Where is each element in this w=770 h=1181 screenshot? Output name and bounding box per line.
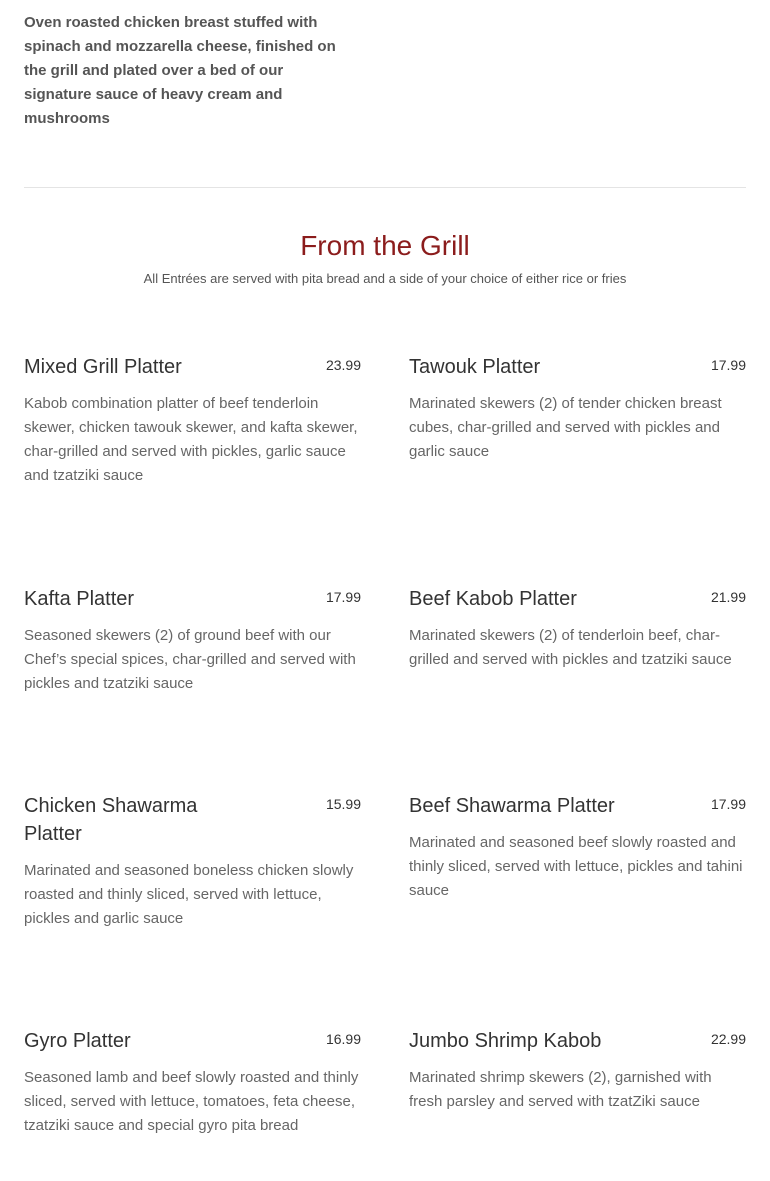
menu-item-name: Mixed Grill Platter — [24, 356, 182, 378]
menu-item — [24, 585, 361, 696]
menu-item-header — [409, 585, 746, 613]
menu-item-price: 16.99 — [325, 1031, 361, 1047]
menu-item — [409, 353, 746, 464]
menu-item-header — [24, 792, 361, 848]
menu-item-name: Jumbo Shrimp Kabob — [409, 1030, 602, 1052]
menu-item-price: 23.99 — [325, 357, 361, 373]
menu-item-description: Marinated skewers (2) of tender chicken breast cubes, char-grilled and served with pickles and garlic sauce — [409, 395, 722, 460]
menu-item-name: Kafta Platter — [24, 588, 135, 610]
menu-item-price: 17.99 — [710, 796, 746, 812]
previous-item-description: Oven roasted chicken breast stuffed with spinach and mozzarella cheese, finished on the grill and plated over a bed of our signature sauce of heavy cream and mushrooms — [24, 14, 336, 127]
menu-item — [409, 792, 746, 903]
menu-item-price: 17.99 — [325, 589, 361, 605]
menu-item-description: Seasoned skewers (2) of ground beef with our Chef’s special spices, char-grilled and served with pickles and tzatziki sauce — [24, 627, 356, 692]
menu-item — [24, 792, 361, 931]
menu-item-description: Seasoned lamb and beef slowly roasted and thinly sliced, served with lettuce, tomatoes, feta cheese, tzatziki sauce and special gyro pita bread — [24, 1069, 359, 1134]
menu-item-price: 17.99 — [710, 357, 746, 373]
menu-item-description: Marinated shrimp skewers (2), garnished with fresh parsley and served with tzatZiki sauce — [409, 1069, 712, 1110]
menu-item-price: 21.99 — [710, 589, 746, 605]
menu-item — [409, 1027, 746, 1114]
menu-item-header — [409, 1027, 746, 1055]
menu-item-header — [409, 353, 746, 381]
menu-item-header — [24, 585, 361, 613]
menu-item-header — [409, 792, 746, 820]
menu-item-name: Beef Shawarma Platter — [409, 795, 615, 817]
section-subtitle: All Entrées are served with pita bread and a side of your choice of either rice or fries — [143, 271, 627, 286]
menu-item-name: Tawouk Platter — [409, 356, 541, 378]
menu-item-header — [24, 1027, 361, 1055]
menu-item — [409, 585, 746, 672]
section-divider — [24, 187, 746, 188]
menu-item — [24, 353, 361, 488]
menu-item-name: Chicken Shawarma Platter — [24, 795, 198, 845]
menu-item-header — [24, 353, 361, 381]
menu-item-price: 22.99 — [710, 1031, 746, 1047]
menu-item-description: Marinated skewers (2) of tenderloin beef, char-grilled and served with pickles and tzatziki sauce — [409, 627, 732, 668]
menu-item-description: Marinated and seasoned boneless chicken slowly roasted and thinly sliced, served with lettuce, pickles and garlic sauce — [24, 862, 354, 927]
menu-item — [24, 1027, 361, 1138]
section-title: From the Grill — [300, 230, 470, 261]
menu-item-price: 15.99 — [325, 796, 361, 812]
menu-item-name: Gyro Platter — [24, 1030, 131, 1052]
menu-item-name: Beef Kabob Platter — [409, 588, 577, 610]
menu-item-description: Kabob combination platter of beef tenderloin skewer, chicken tawouk skewer, and kafta skewer, char-grilled and served with pickles, garlic sauce and tzatziki sauce — [24, 395, 358, 484]
menu-item-description: Marinated and seasoned beef slowly roasted and thinly sliced, served with lettuce, pickles and tahini sauce — [409, 834, 743, 899]
